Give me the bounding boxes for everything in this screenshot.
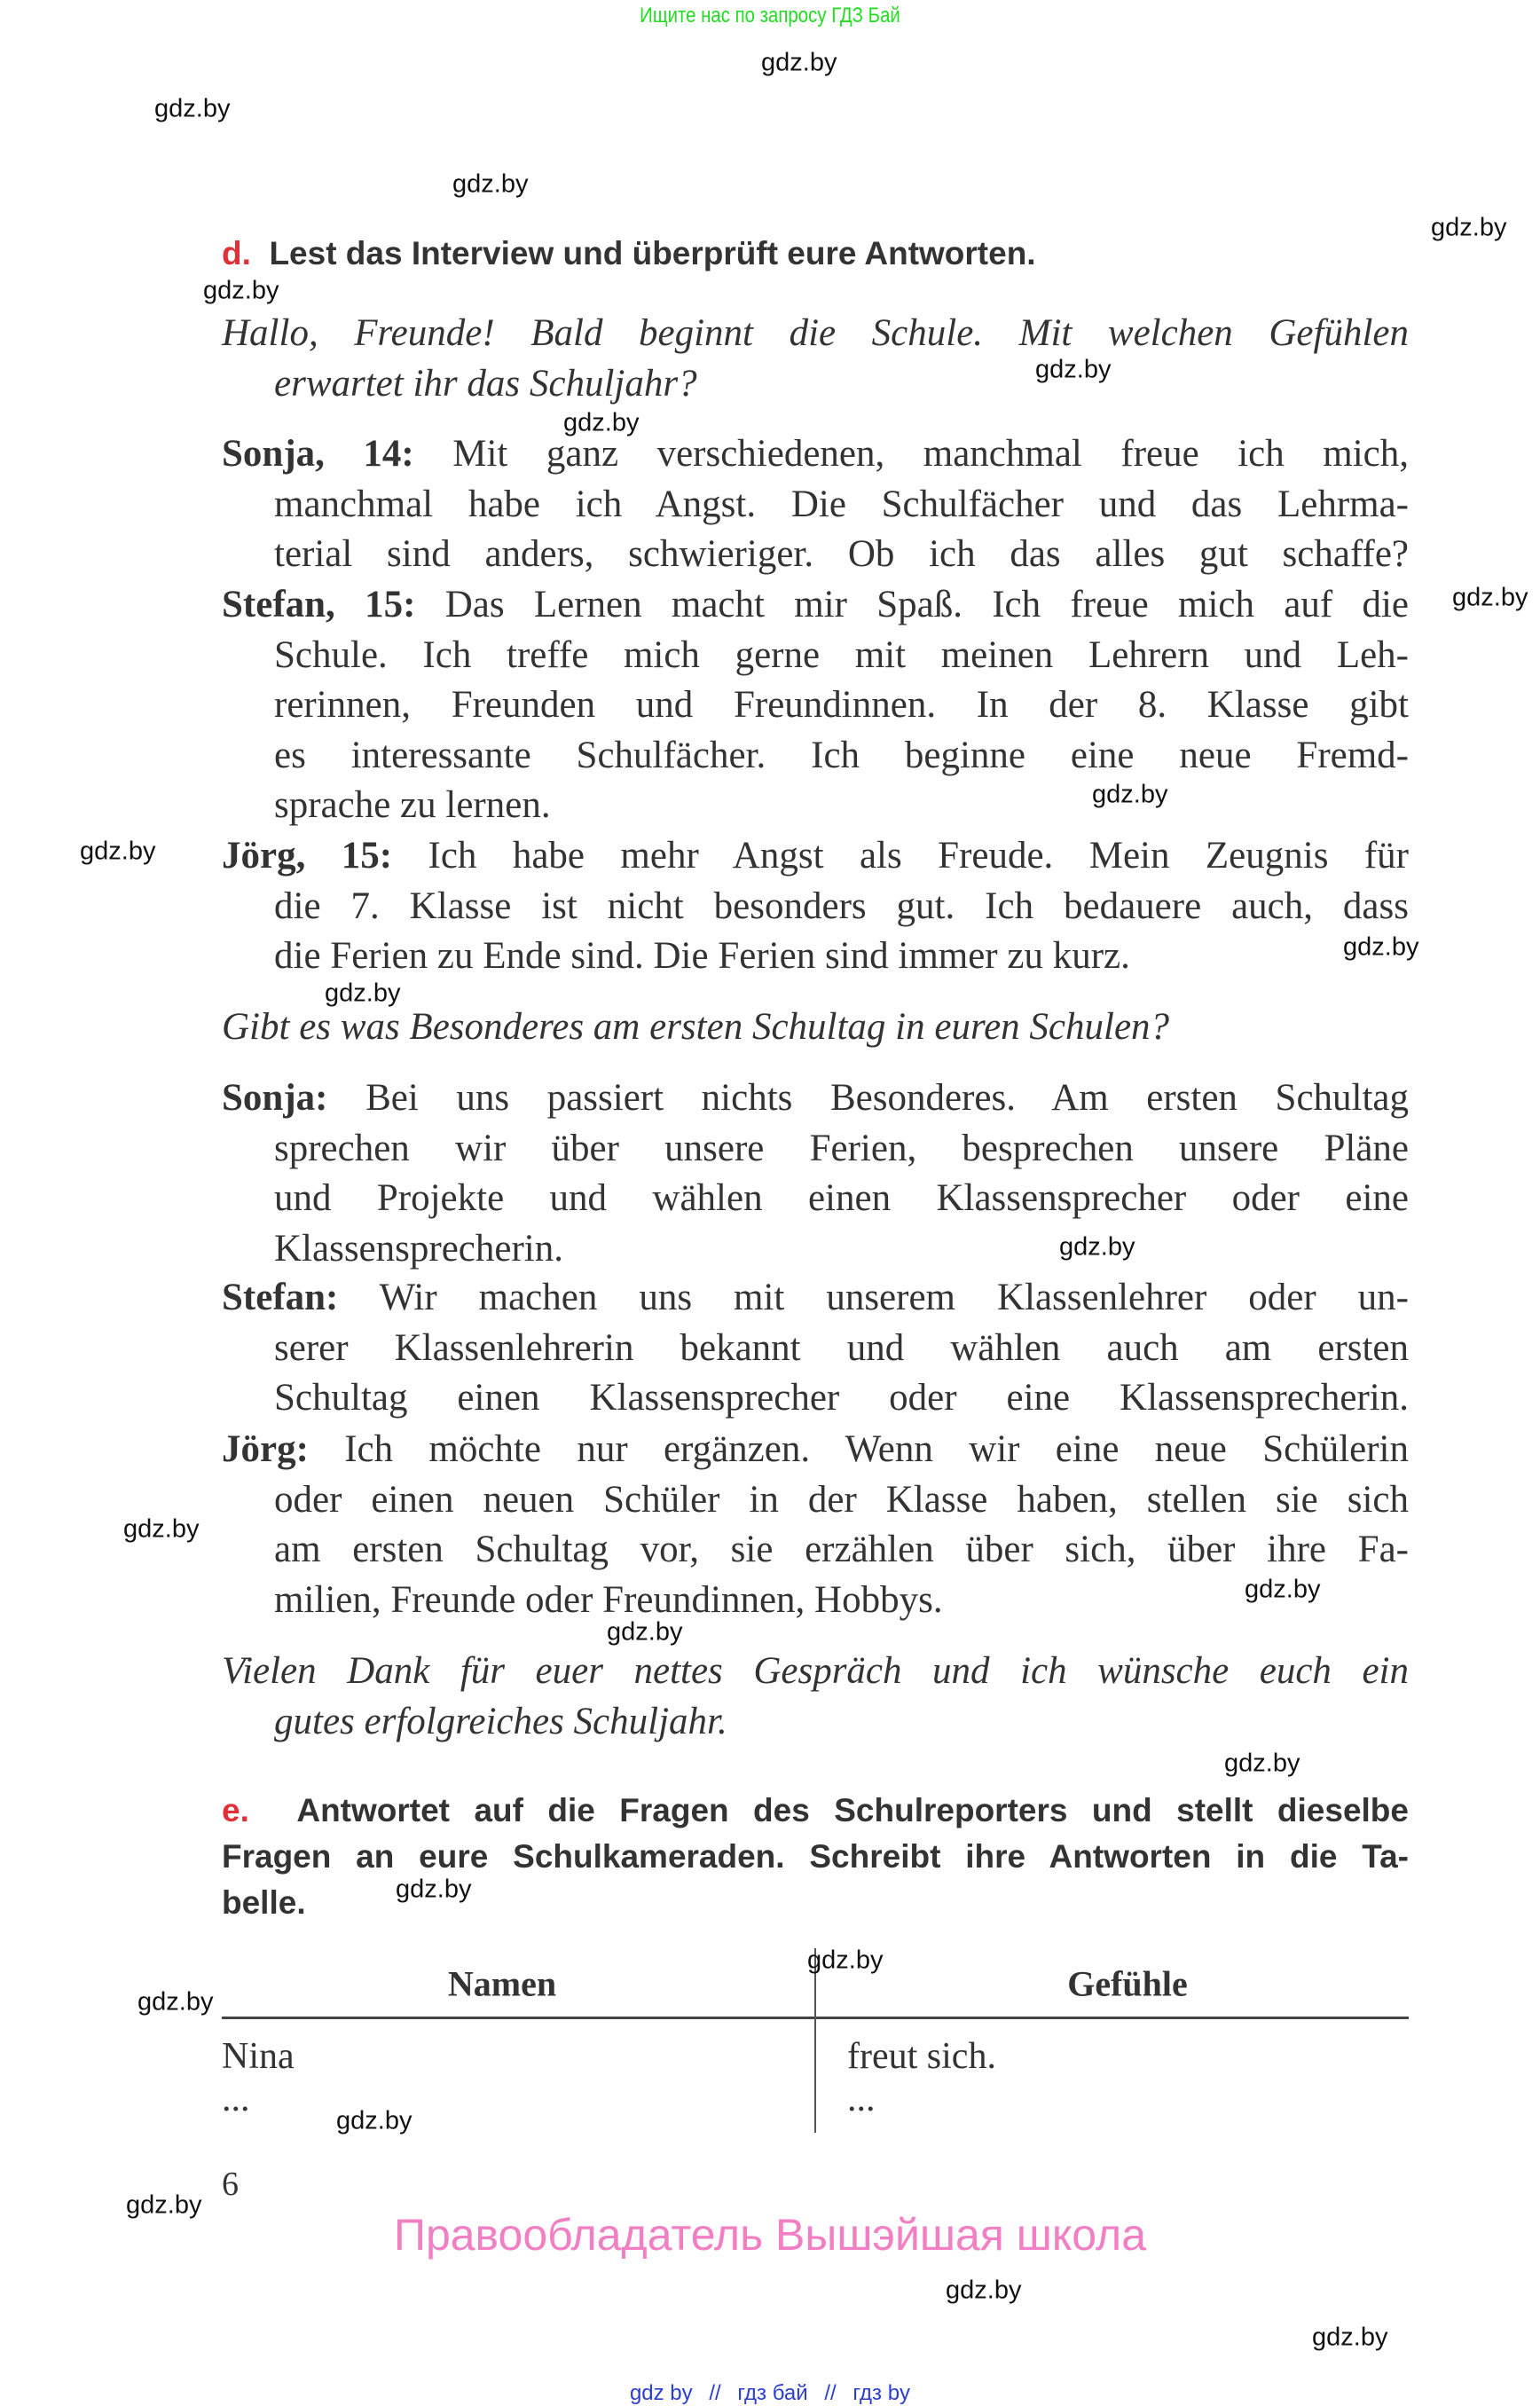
interview-answer [222,1073,1409,1274]
watermark-text: gdz.by [126,2190,202,2220]
speaker-name: Sonja, 14: [222,433,414,475]
text-line: manchmal habe ich Angst. Die Schulfächer und das Lehrma- [274,483,1409,525]
table-cell: freut sich. [847,2036,996,2077]
watermark-text: gdz.by [946,2276,1022,2305]
answer-text: Bei uns passiert nichts Besonderes. Am ersten Schultag [365,1077,1410,1119]
watermark-text: gdz.by [1312,2323,1388,2352]
text-line [222,429,1409,480]
watermark-text: gdz.by [563,408,640,437]
watermark-text: gdz.by [325,979,401,1008]
watermark-text: gdz.by [1452,583,1528,612]
text-line: rerinnen, Freunden und Freundinnen. In der 8. Klasse gibt [274,684,1409,727]
text-line [222,580,1409,631]
footer-separator: // [824,2381,837,2405]
interviewer-question [222,1002,1409,1053]
task-text-line: belle. [222,1884,306,1921]
interview-answer [222,580,1409,831]
watermark-text: gdz.by [807,1946,884,1975]
text-line: Klassensprecherin. [274,1227,563,1270]
task-e-heading [222,1788,1409,1926]
text-line: Vielen Dank für euer nettes Gespräch und ich wünsche euch ein [222,1650,1409,1692]
speaker-name: Jörg: [222,1428,309,1470]
watermark-text: gdz.by [607,1617,683,1647]
text-line: sprache zu lernen. [274,784,551,827]
text-line: Schultag einen Klassensprecher oder eine Klassensprecherin. [274,1377,1409,1419]
interviewer-question [222,1647,1409,1747]
answer-text: Wir machen uns mit unserem Klassenlehrer oder un- [379,1277,1409,1318]
interview-answer [222,1273,1409,1424]
interview-answer [222,1425,1409,1625]
watermark-text: gdz.by [203,276,279,305]
watermark-text: gdz.by [761,48,837,77]
interviewer-question [222,309,1409,409]
watermark-text: gdz.by [123,1514,200,1544]
task-text-line: Fragen an eure Schulkameraden. Schreibt ihre Antworten in die Ta- [222,1838,1409,1875]
page-number: 6 [222,2166,239,2203]
search-hint-banner: Ищите нас по запросу ГДЗ Бай [640,4,900,28]
answer-text: Ich habe mehr Angst als Freude. Mein Zeugnis für [428,835,1409,877]
watermark-text: gdz.by [80,837,156,866]
table-column-divider [814,1948,816,2133]
text-line: milien, Freunde oder Freundinnen, Hobbys. [274,1578,943,1621]
footer-link[interactable]: гдз бай [737,2381,808,2405]
watermark-text: gdz.by [138,1987,214,2017]
answer-text: Das Lernen macht mir Spaß. Ich freue mich auf die [444,584,1409,625]
footer-links [0,2381,1540,2406]
text-line: Hallo, Freunde! Bald beginnt die Schule. Mit welchen Gefühlen [222,312,1409,354]
speaker-name: Stefan, 15: [222,584,416,625]
watermark-text: gdz.by [1092,780,1168,809]
text-line: Gibt es was Besonderes am ersten Schultag in euren Schulen? [222,1006,1170,1048]
footer-link[interactable]: gdz by [629,2381,693,2405]
speaker-name: Stefan: [222,1277,339,1318]
interview-answer [222,831,1409,982]
watermark-text: gdz.by [336,2106,412,2135]
footer-link[interactable]: гдз by [852,2381,911,2405]
table-header-names: Namen [447,1963,557,2004]
interview-answer [222,429,1409,580]
watermark-text: gdz.by [1059,1232,1135,1262]
rights-holder-notice: Правообладатель Вышэйшая школа [394,2210,1146,2260]
table-header-feelings: Gefühle [1067,1963,1188,2004]
watermark-text: gdz.by [396,1875,472,1904]
watermark-text: gdz.by [1431,213,1507,242]
table-cell: Nina [222,2036,295,2077]
text-line: terial sind anders, schwieriger. Ob ich das alles gut schaffe? [274,533,1409,576]
table-cell: ... [847,2079,876,2119]
table-cell: ... [222,2079,250,2119]
footer-separator: // [709,2381,721,2405]
answer-text: Mit ganz verschiedenen, manchmal freue ich mich, [452,433,1409,475]
task-letter: d. [222,235,251,271]
text-line [222,1073,1409,1124]
watermark-text: gdz.by [1245,1575,1321,1604]
text-line: sprechen wir über unsere Ferien, besprechen unsere Pläne [274,1127,1409,1169]
answer-text: Ich möchte nur ergänzen. Wenn wir eine neue Schülerin [344,1428,1409,1470]
text-line: Schule. Ich treffe mich gerne mit meinen Lehrern und Leh- [274,633,1409,676]
watermark-text: gdz.by [1343,932,1419,962]
task-d-heading [222,231,1409,277]
task-text-line: Antwortet auf die Fragen des Schulreporters und stellt dieselbe [296,1792,1409,1828]
text-line: die Ferien zu Ende sind. Die Ferien sind immer zu kurz. [274,935,1130,978]
watermark-text: gdz.by [154,94,231,123]
text-line: am ersten Schultag vor, sie erzählen über sich, über ihre Fa- [274,1529,1409,1571]
speaker-name: Sonja: [222,1077,328,1119]
watermark-text: gdz.by [1224,1749,1300,1778]
text-line: und Projekte und wählen einen Klassensprecher oder eine [274,1177,1409,1220]
text-line: die 7. Klasse ist nicht besonders gut. Ich bedauere auch, dass [274,885,1409,927]
text-line: gutes erfolgreiches Schuljahr. [274,1700,727,1742]
speaker-name: Jörg, 15: [222,835,393,877]
watermark-text: gdz.by [452,169,529,199]
text-line: es interessante Schulfächer. Ich beginne eine neue Fremd- [274,734,1409,776]
watermark-text: gdz.by [1035,355,1112,384]
task-text: Lest das Interview und überprüft eure Antworten. [269,235,1036,271]
text-line [222,1425,1409,1475]
text-line: erwartet ihr das Schuljahr? [274,362,697,405]
text-line [222,1273,1409,1324]
text-line: serer Klassenlehrerin bekannt und wählen auch am ersten [274,1326,1409,1369]
text-line [222,831,1409,882]
text-line: oder einen neuen Schüler in der Klasse haben, stellen sie sich [274,1478,1409,1521]
task-letter: e. [222,1792,249,1828]
